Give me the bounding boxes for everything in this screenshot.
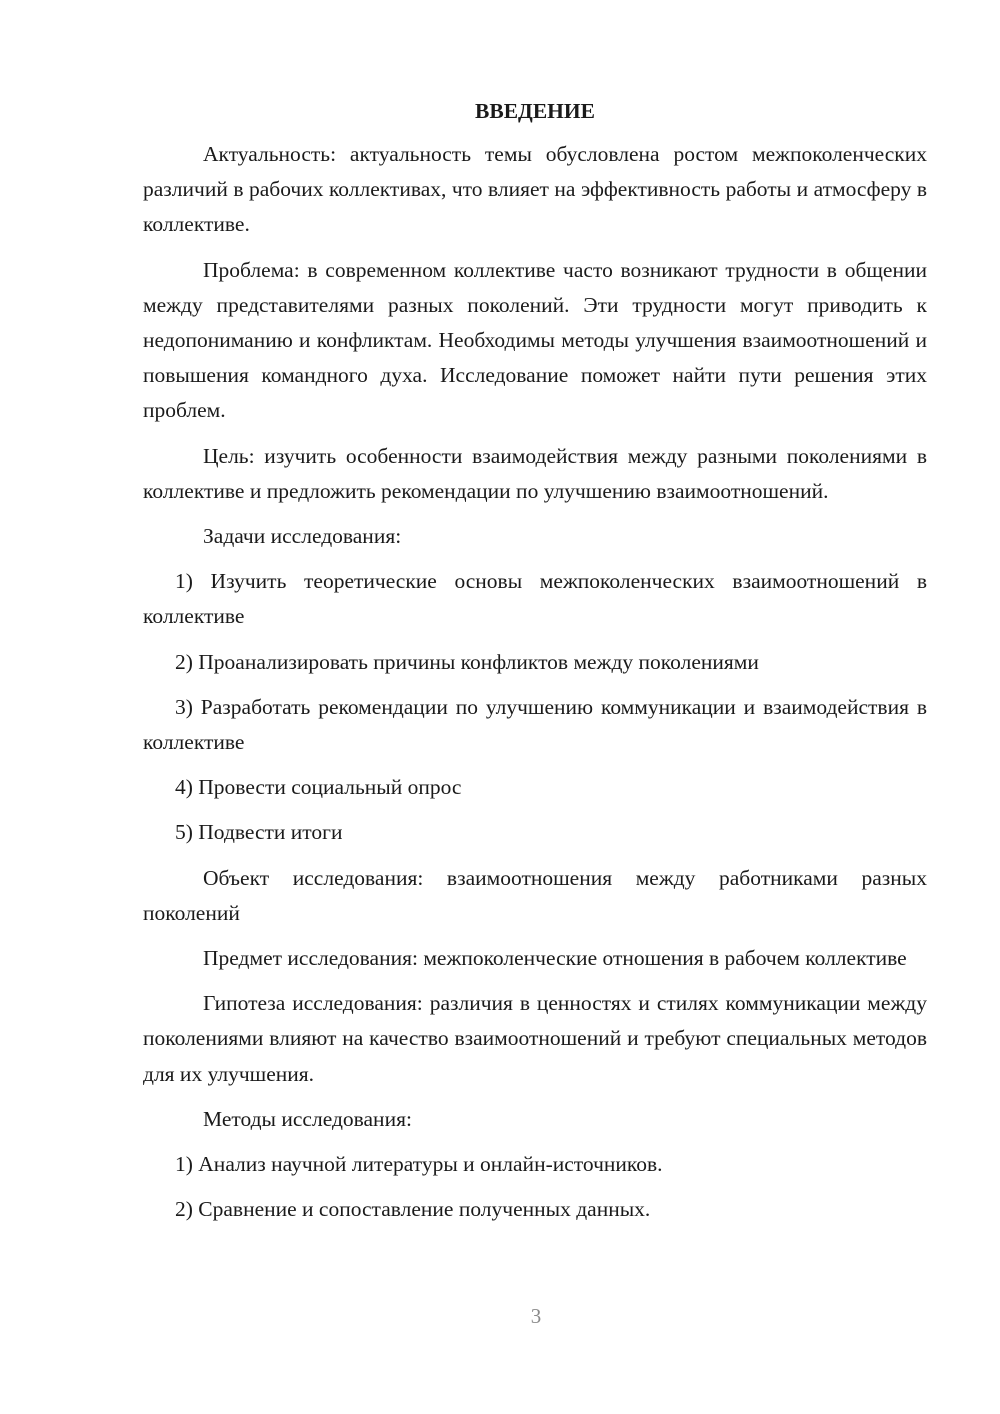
- page-title: ВВЕДЕНИЕ: [475, 99, 595, 123]
- paragraph-hypothesis: Гипотеза исследования: различия в ценностях и стилях коммуникации между поколениями влияют на качество взаимоотношений и требуют специальных методов для их улучшения.: [143, 991, 927, 1086]
- paragraph-subject: Предмет исследования: межпоколенческие отношения в рабочем коллективе: [203, 946, 907, 971]
- paragraph-relevance: Актуальность: актуальность темы обусловлена ростом межпоколенческих различий в рабочих коллективах, что влияет на эффективность работы и атмосферу в коллективе.: [143, 142, 927, 237]
- task-item-3: 3) Разработать рекомендации по улучшению коммуникации и взаимодействия в коллективе: [143, 694, 927, 755]
- task-item-5: 5) Подвести итоги: [175, 820, 343, 845]
- tasks-heading: Задачи исследования:: [203, 524, 402, 549]
- task-item-4: 4) Провести социальный опрос: [175, 775, 462, 800]
- paragraph-goal: Цель: изучить особенности взаимодействия между разными поколениями в коллективе и предложить рекомендации по улучшению взаимоотношений.: [143, 443, 927, 503]
- page-number: 3: [530, 1304, 542, 1328]
- paragraph-problem: Проблема: в современном коллективе часто возникают трудности в общении между представителями разных поколений. Эти трудности могут приводить к недопониманию и конфликтам. Необходимы методы улучшения взаимоотношений и повышения командного духа. Исследование поможет найти пути решения этих проблем.: [143, 257, 927, 423]
- task-item-1: 1) Изучить теоретические основы межпоколенческих взаимоотношений в коллективе: [143, 569, 927, 629]
- method-item-2: 2) Сравнение и сопоставление полученных данных.: [175, 1197, 651, 1222]
- page-content: [143, 94, 927, 1237]
- paragraph-object: Объект исследования: взаимоотношения между работниками разных поколений: [143, 865, 927, 925]
- task-item-2: 2) Проанализировать причины конфликтов между поколениями: [175, 649, 759, 674]
- methods-heading: Методы исследования:: [203, 1106, 412, 1131]
- method-item-1: 1) Анализ научной литературы и онлайн-источников.: [175, 1152, 663, 1177]
